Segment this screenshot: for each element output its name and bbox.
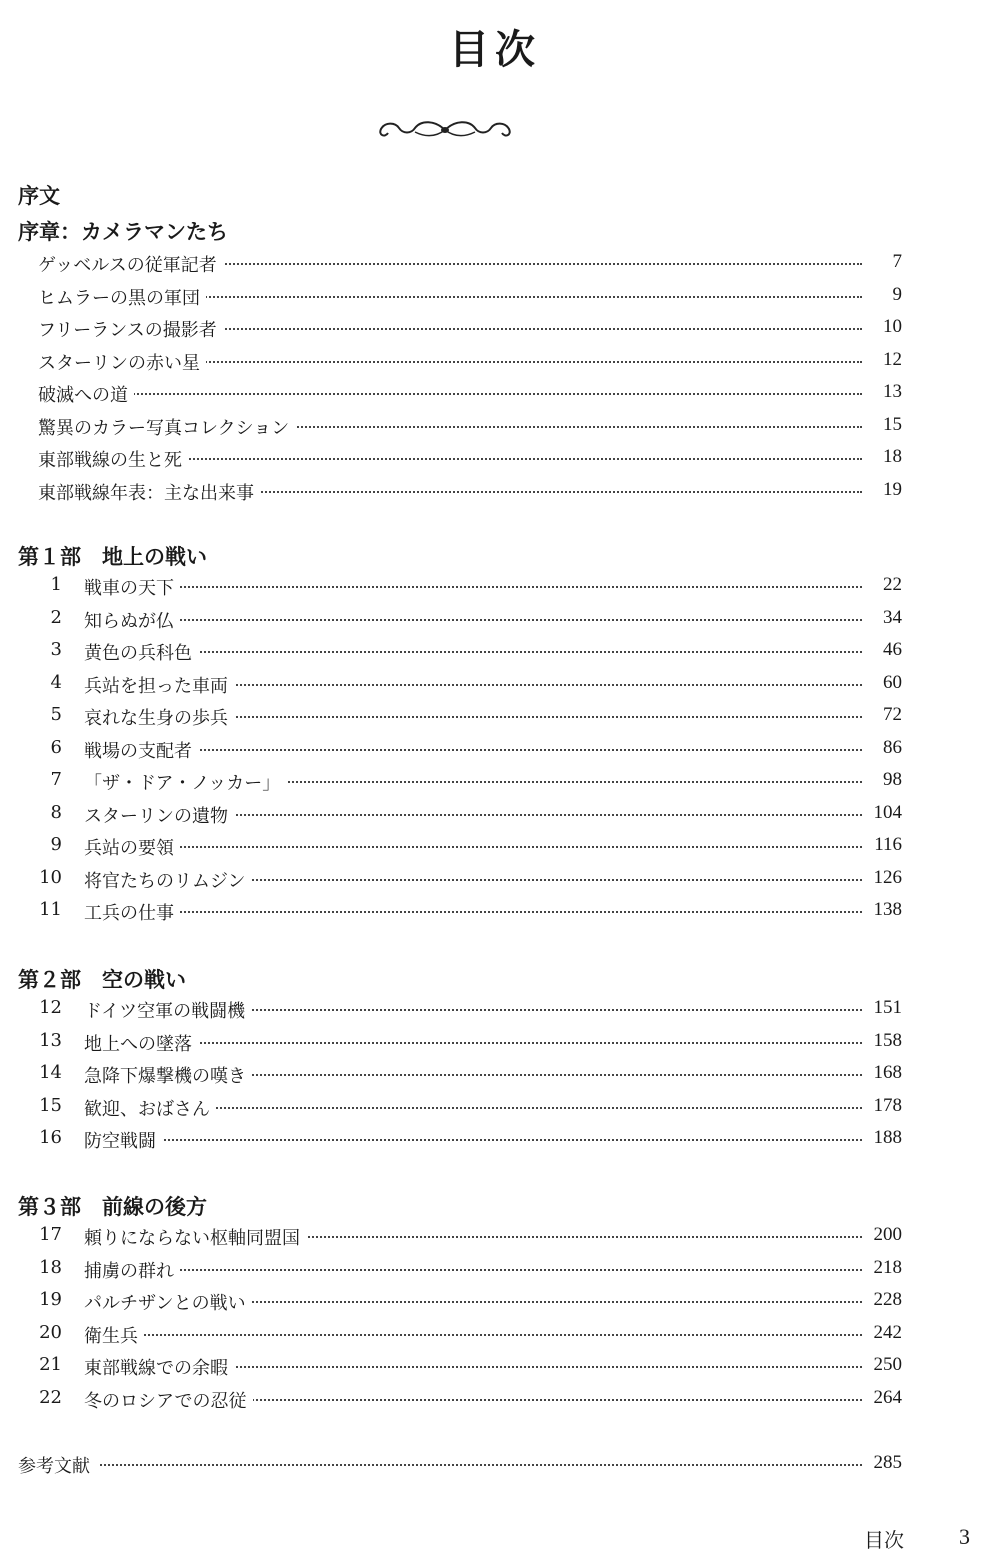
toc-entry-page: 72 <box>877 704 902 726</box>
toc-entry-number: 16 <box>39 1127 62 1148</box>
dot-leader <box>84 651 862 653</box>
dot-leader <box>38 393 862 395</box>
toc-entry-page: 22 <box>877 574 902 596</box>
toc-entry-title: 破滅への道 <box>38 381 134 407</box>
toc-entry-title: パルチザンとの戦い <box>84 1289 252 1315</box>
toc-entry[interactable] <box>0 316 990 348</box>
toc-entry-number: 12 <box>39 997 62 1018</box>
toc-entry-title: 地上への墜落 <box>84 1030 198 1056</box>
toc-entry[interactable] <box>0 574 990 606</box>
toc-entry-number: 22 <box>39 1386 62 1408</box>
toc-entry[interactable] <box>0 1322 990 1354</box>
toc-entry-title: スターリンの赤い星 <box>38 349 206 375</box>
toc-entry[interactable] <box>0 349 990 381</box>
toc-entry[interactable] <box>0 672 990 704</box>
toc-entry-number: 14 <box>39 1062 62 1083</box>
dot-leader <box>84 911 862 913</box>
toc-entry-number: 13 <box>39 1029 62 1051</box>
toc-entry-page: 10 <box>877 316 902 338</box>
toc-entry[interactable] <box>0 834 990 866</box>
section-preface[interactable]: 序文 <box>18 183 60 208</box>
toc-entry-page: 158 <box>868 1030 903 1052</box>
section-intro[interactable]: 序章：カメラマンたち <box>18 219 228 244</box>
toc-entry[interactable] <box>0 607 990 639</box>
toc-entry[interactable] <box>0 381 990 413</box>
toc-entry[interactable] <box>0 867 990 899</box>
dot-leader <box>84 1042 862 1044</box>
toc-entry-page: 9 <box>887 284 903 306</box>
toc-entry-title: 衛生兵 <box>84 1322 144 1348</box>
toc-entry-number: 18 <box>39 1256 62 1278</box>
toc-entry-number: 7 <box>50 769 62 790</box>
toc-entry-number: 5 <box>50 704 62 725</box>
toc-entry-title: 歓迎、おばさん <box>84 1095 216 1121</box>
toc-entry-number: 17 <box>39 1224 62 1245</box>
toc-entry-title: ゲッベルスの従軍記者 <box>38 251 223 277</box>
toc-entry-title: ヒムラーの黒の軍団 <box>38 284 206 310</box>
toc-entry-page: 98 <box>877 769 902 791</box>
toc-entry-page: 116 <box>868 834 902 856</box>
toc-entry-page: 264 <box>868 1387 903 1409</box>
toc-entry[interactable] <box>0 639 990 671</box>
dot-leader <box>84 749 862 751</box>
toc-entry[interactable] <box>0 1257 990 1289</box>
toc-entry-title: 冬のロシアでの忍従 <box>84 1387 253 1413</box>
toc-entry-number: 1 <box>50 574 62 595</box>
toc-entry-title: 将官たちのリムジン <box>84 867 252 893</box>
toc-entry-number: 8 <box>50 801 62 823</box>
toc-entry-page: 285 <box>868 1452 903 1474</box>
toc-entry-page: 151 <box>868 997 903 1019</box>
toc-entry-page: 86 <box>877 737 902 759</box>
dot-leader <box>84 846 862 848</box>
section-part1[interactable]: 第１部 地上の戦い <box>18 544 207 569</box>
toc-entry-page: 178 <box>868 1095 903 1117</box>
toc-entry[interactable] <box>0 446 990 478</box>
toc-entry-title: 頼りにならない枢軸同盟国 <box>84 1224 306 1250</box>
toc-entry[interactable] <box>0 997 990 1029</box>
toc-entry-title: 驚異のカラー写真コレクション <box>38 414 295 440</box>
toc-entry-title: 捕虜の群れ <box>84 1257 180 1283</box>
toc-entry[interactable] <box>0 479 990 511</box>
toc-entry-title: 哀れな生身の歩兵 <box>84 704 234 730</box>
toc-entry-page: 188 <box>868 1127 903 1149</box>
toc-entry-page: 242 <box>868 1322 903 1344</box>
toc-entry-number: 2 <box>50 606 62 628</box>
toc-entry-title: 知らぬが仏 <box>84 607 180 633</box>
toc-entry-page: 46 <box>877 639 902 661</box>
toc-entry-title: 工兵の仕事 <box>84 899 180 925</box>
toc-entry-number: 10 <box>39 866 62 888</box>
toc-entry-number: 21 <box>39 1354 62 1375</box>
toc-entry[interactable] <box>0 769 990 801</box>
toc-entry[interactable] <box>0 284 990 316</box>
toc-entry-title: 「ザ・ドア・ノッカー」 <box>84 769 286 795</box>
toc-entry-page: 13 <box>877 381 902 403</box>
toc-entry-page: 7 <box>887 251 903 273</box>
toc-entry-page: 19 <box>877 479 902 501</box>
toc-entry-page: 12 <box>877 349 902 371</box>
toc-entry-number: 15 <box>39 1094 62 1116</box>
toc-entry-title: 戦車の天下 <box>84 574 180 600</box>
toc-entry-title: 参考文献 <box>18 1452 96 1478</box>
toc-entry-page: 18 <box>877 446 902 468</box>
toc-entry[interactable] <box>0 251 990 283</box>
toc-entry[interactable] <box>0 704 990 736</box>
toc-entry-title: 戦場の支配者 <box>84 737 198 763</box>
toc-entry[interactable] <box>0 1095 990 1127</box>
toc-entry-number: 3 <box>50 639 62 660</box>
toc-entry-title: ドイツ空軍の戦闘機 <box>84 997 251 1023</box>
page-title: 目次 <box>449 26 541 73</box>
toc-entry-title: フリーランスの撮影者 <box>38 316 223 342</box>
toc-entry-title: 東部戦線年表：主な出来事 <box>38 479 260 505</box>
toc-entry-page: 200 <box>868 1224 903 1246</box>
toc-entry[interactable] <box>0 1224 990 1256</box>
toc-entry-page: 218 <box>868 1257 903 1279</box>
toc-entry-page: 104 <box>868 802 903 824</box>
toc-entry-title: スターリンの遺物 <box>84 802 234 828</box>
toc-entry-title: 急降下爆撃機の嘆き <box>84 1062 252 1088</box>
toc-entry[interactable] <box>0 802 990 834</box>
toc-entry[interactable] <box>0 414 990 446</box>
toc-entry-page: 15 <box>877 414 902 436</box>
toc-entry[interactable] <box>0 1387 990 1419</box>
footer-label: 目次 <box>864 1528 904 1552</box>
toc-entry-page: 168 <box>868 1062 903 1084</box>
toc-entry[interactable] <box>0 899 990 931</box>
toc-entry-page: 228 <box>868 1289 903 1311</box>
dot-leader <box>84 619 862 621</box>
toc-entry-number: 6 <box>50 736 62 758</box>
dot-leader <box>84 1139 862 1141</box>
section-part3[interactable]: 第３部 前線の後方 <box>18 1194 207 1219</box>
toc-entry-title: 東部戦線での余暇 <box>84 1354 234 1380</box>
footer-page-number: 3 <box>959 1524 970 1549</box>
toc-entry[interactable] <box>0 1289 990 1321</box>
toc-entry-title: 防空戦闘 <box>84 1127 162 1153</box>
toc-entry-page: 138 <box>868 899 903 921</box>
toc-entry-page: 60 <box>877 672 902 694</box>
toc-entry-page: 126 <box>868 867 903 889</box>
toc-entry-number: 9 <box>50 834 62 855</box>
toc-entry-page: 250 <box>868 1354 903 1376</box>
toc-entry[interactable] <box>0 1062 990 1094</box>
toc-entry-title: 兵站を担った車両 <box>84 672 234 698</box>
toc-entry-number: 11 <box>39 899 62 920</box>
toc-entry-title: 黄色の兵科色 <box>84 639 198 665</box>
ornament-divider <box>375 116 515 144</box>
toc-entry-title: 東部戦線の生と死 <box>38 446 188 472</box>
toc-entry[interactable] <box>0 737 990 769</box>
toc-entry-number: 4 <box>50 671 62 693</box>
dot-leader <box>84 586 862 588</box>
dot-leader <box>84 1334 862 1336</box>
toc-entry-number: 20 <box>39 1321 62 1343</box>
toc-entry[interactable] <box>0 1354 990 1386</box>
toc-entry[interactable] <box>0 1127 990 1159</box>
toc-entry[interactable] <box>0 1030 990 1062</box>
section-part2[interactable]: 第２部 空の戦い <box>18 967 186 992</box>
toc-entry-bibliography[interactable] <box>0 1452 990 1484</box>
dot-leader <box>84 1269 862 1271</box>
toc-entry-title: 兵站の要領 <box>84 834 180 860</box>
toc-entry-page: 34 <box>877 607 902 629</box>
toc-entry-number: 19 <box>39 1289 62 1310</box>
